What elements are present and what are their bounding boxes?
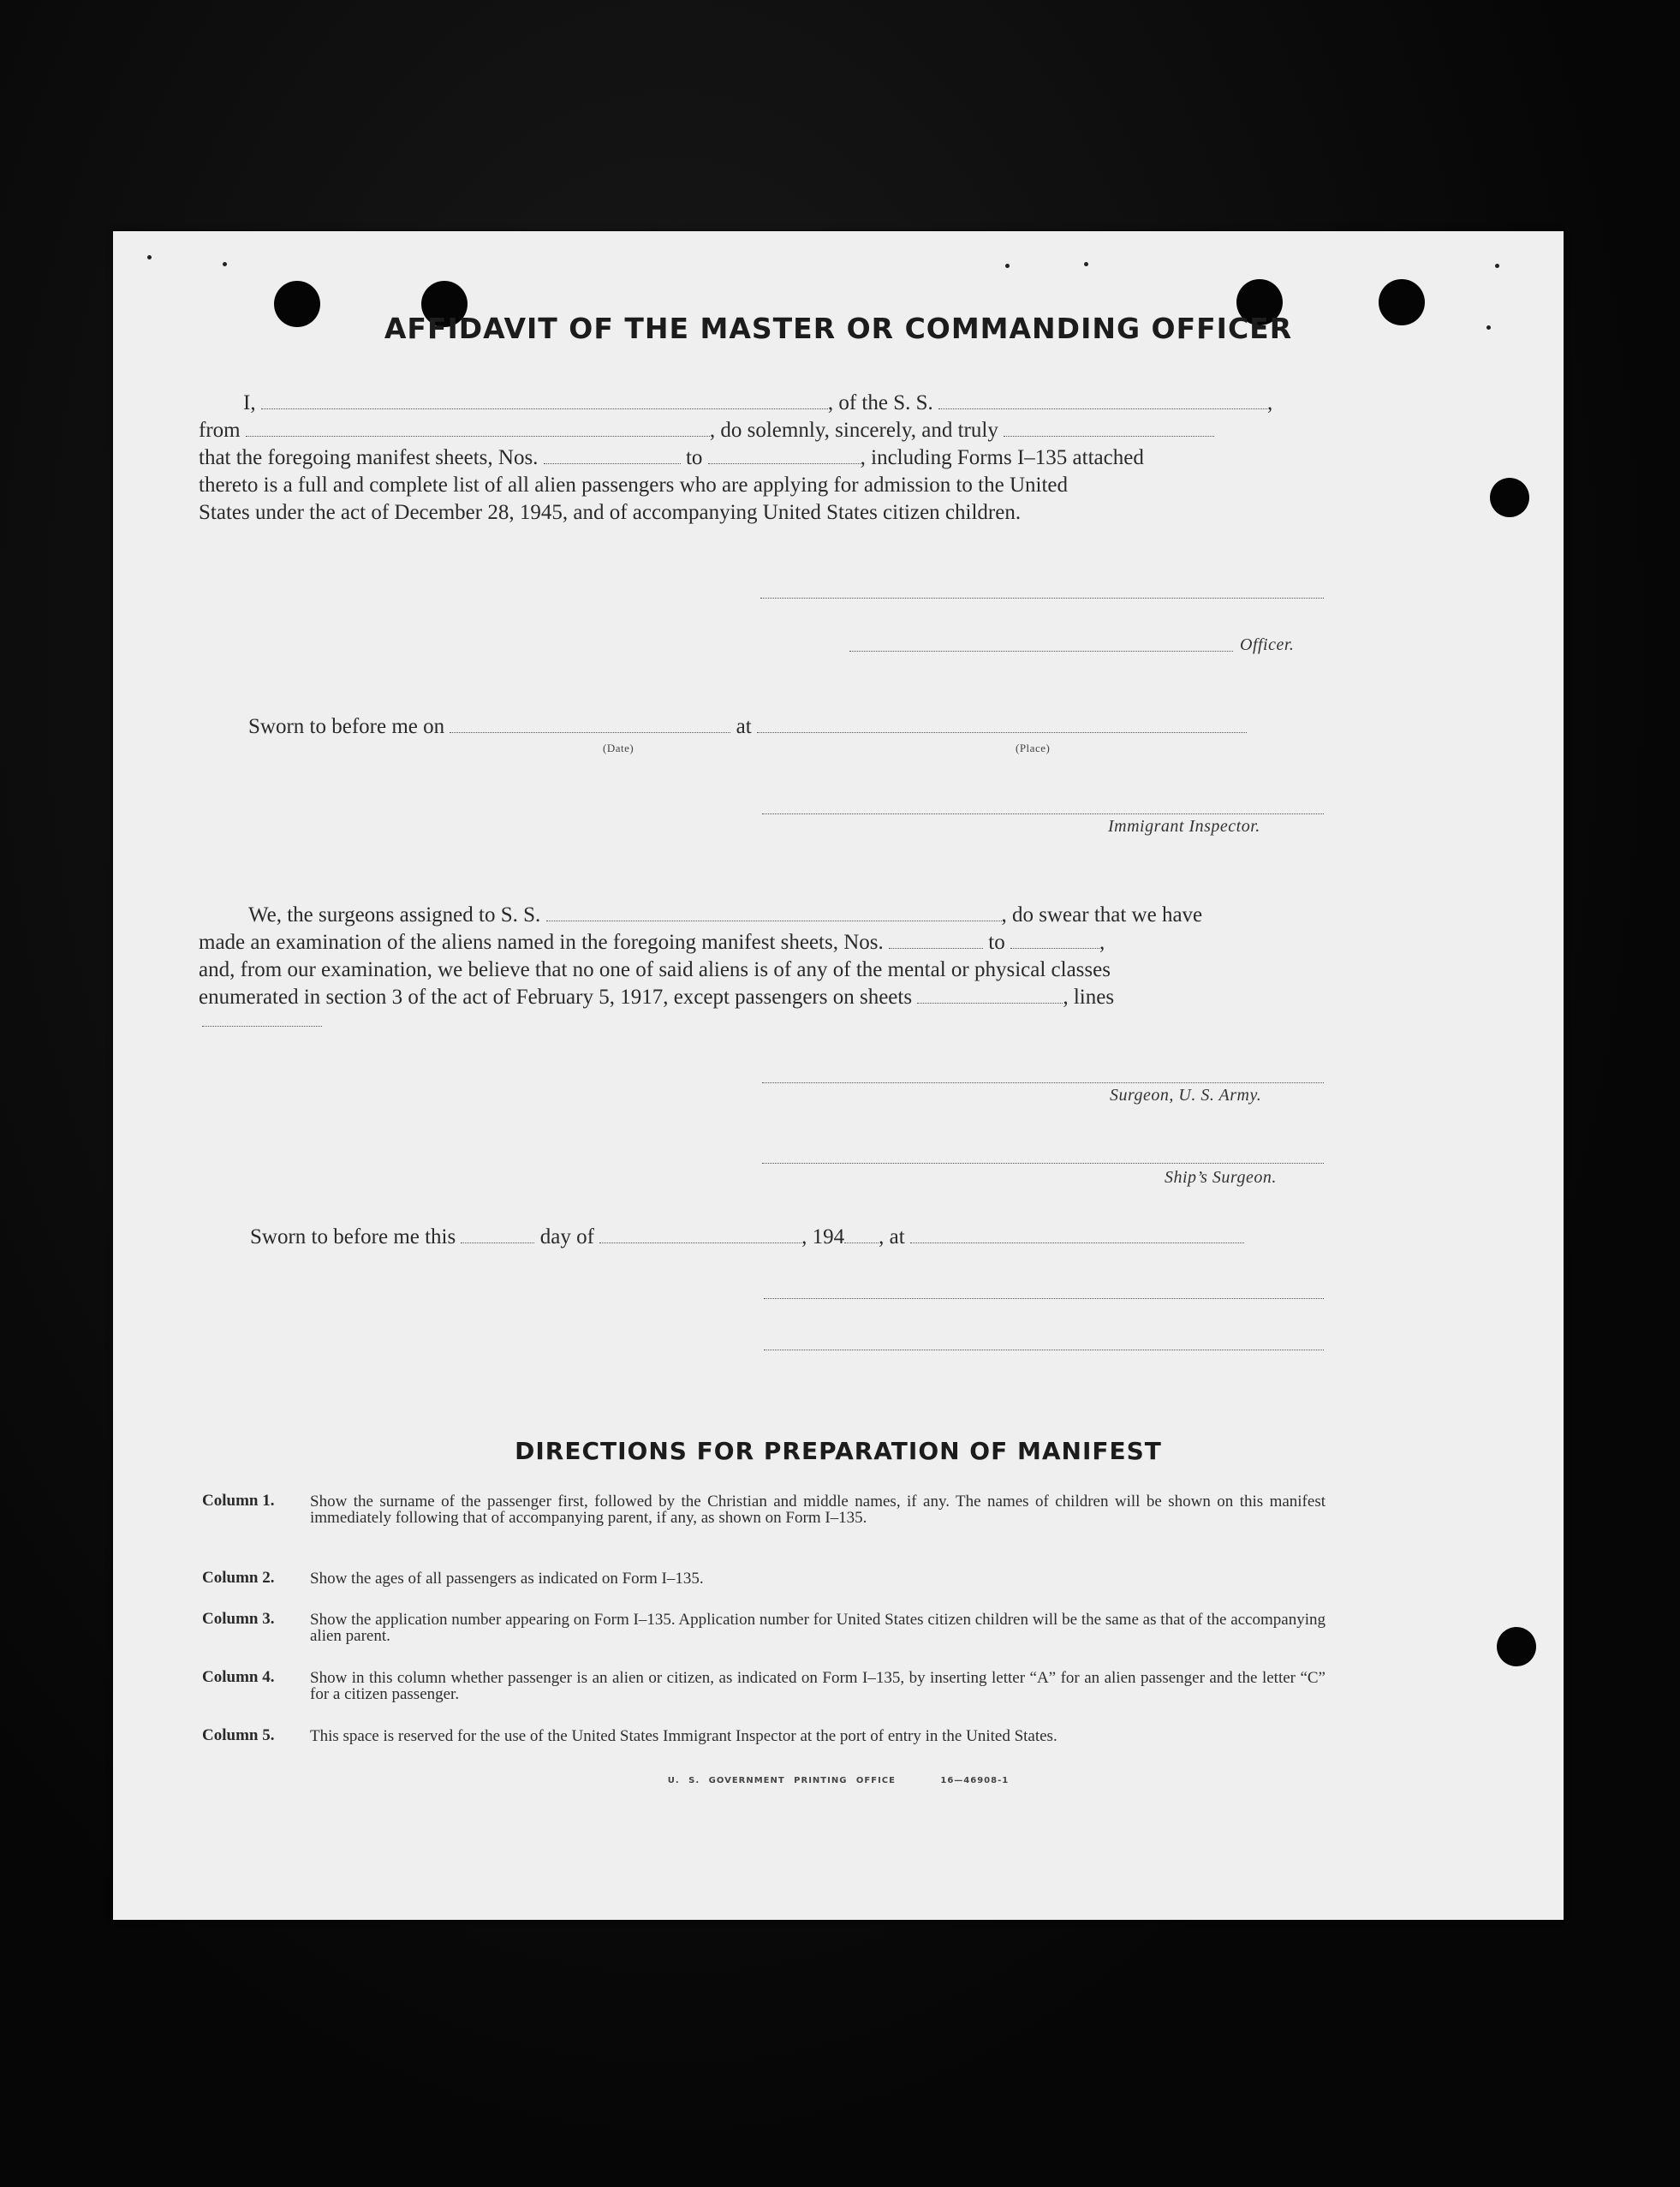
date-caption: (Date) xyxy=(603,742,634,754)
comma: , xyxy=(1267,391,1273,414)
ship-name-field[interactable] xyxy=(938,391,1267,409)
form-sheet xyxy=(113,231,1564,1920)
sworn-line-2 xyxy=(250,1225,1244,1250)
year-label: , 194 xyxy=(801,1225,845,1248)
column-4-text: Show in this column whether passenger is an alien or citizen, as indicated on Form I–135, by inserting letter “A” for an alien passenger and the letter “C” for a citizen passenger. xyxy=(310,1669,1326,1703)
surgeons-line-3: and, from our examination, we believe that no one of said aliens is of any of the mental or physical classes xyxy=(199,958,1111,981)
officer-caption: Officer. xyxy=(1240,635,1295,654)
affidavit-title: AFFIDAVIT OF THE MASTER OR COMMANDING OFFICER xyxy=(384,312,1293,345)
affidavit-line-1 xyxy=(243,390,1272,416)
date-field[interactable] xyxy=(450,715,730,733)
lines-label: , lines xyxy=(1063,986,1115,1009)
column-3-text: Show the application number appearing on Form I–135. Application number for United States citizen children will be the same as that of the accompanying alien parent. xyxy=(310,1611,1326,1645)
speck xyxy=(147,255,152,259)
column-2-label: Column 2. xyxy=(202,1569,275,1587)
column-1-text: Show the surname of the passenger first, followed by the Christian and middle names, if any. The names of children will be shown on this manifest immediately following that of accompanying parent, if any, as shown on Form I–135. xyxy=(310,1493,1326,1527)
column-3-label: Column 3. xyxy=(202,1610,275,1628)
day-of-label: day of xyxy=(539,1225,594,1248)
exam-sheet-to-field[interactable] xyxy=(1010,931,1099,949)
surgeons-line-1 xyxy=(248,903,1202,928)
ss-label: , of the S. S. xyxy=(827,391,933,414)
punch-hole xyxy=(1490,478,1529,517)
inspector-signature-line[interactable] xyxy=(762,813,1324,814)
printer-footer xyxy=(113,1776,1564,1785)
column-2-text: Show the ages of all passengers as indicated on Form I–135. xyxy=(310,1570,704,1588)
speck xyxy=(1005,264,1010,268)
directions-title: DIRECTIONS FOR PREPARATION OF MANIFEST xyxy=(515,1437,1162,1465)
enumerated-label: enumerated in section 3 of the act of February 5, 1917, except passengers on sheets xyxy=(199,986,913,1009)
column-5-label: Column 5. xyxy=(202,1726,275,1744)
printer-name: U. S. GOVERNMENT PRINTING OFFICE xyxy=(667,1776,896,1785)
exam-sheet-from-field[interactable] xyxy=(889,931,983,949)
column-5-text: This space is reserved for the use of the United States Immigrant Inspector at the port of entry in the United States. xyxy=(310,1727,1057,1745)
sworn-line-1 xyxy=(248,714,1247,740)
speck xyxy=(1495,264,1499,268)
forms-label: , including Forms I–135 attached xyxy=(860,446,1144,469)
form-code: 16—46908-1 xyxy=(940,1776,1010,1785)
column-4-label: Column 4. xyxy=(202,1668,275,1686)
solemnly-label: , do solemnly, sincerely, and truly xyxy=(709,419,998,442)
officer-signature-line[interactable] xyxy=(849,651,1233,652)
signature-line-2[interactable] xyxy=(764,1298,1324,1299)
surgeons-label: We, the surgeons assigned to S. S. xyxy=(248,903,541,927)
manifest-nos-label: that the foregoing manifest sheets, Nos. xyxy=(199,446,539,469)
day-field[interactable] xyxy=(461,1225,534,1243)
army-surgeon-caption: Surgeon, U. S. Army. xyxy=(1110,1086,1262,1105)
surgeon-ship-field[interactable] xyxy=(546,903,1002,921)
column-1-label: Column 1. xyxy=(202,1492,275,1510)
surgeons-line-2 xyxy=(199,930,1105,956)
year-field[interactable] xyxy=(844,1225,879,1243)
army-surgeon-signature-line[interactable] xyxy=(762,1082,1324,1083)
speck xyxy=(1084,262,1088,266)
swear-label: , do swear that we have xyxy=(1001,903,1203,927)
affidavit-i-label: I, xyxy=(243,391,256,414)
speck xyxy=(223,262,227,266)
affidavit-line-4: thereto is a full and complete list of all alien passengers who are applying for admission to the United xyxy=(199,474,1069,497)
sheet-from-field[interactable] xyxy=(544,446,681,464)
inspector-caption: Immigrant Inspector. xyxy=(1108,817,1260,836)
punch-hole xyxy=(1497,1627,1536,1666)
except-sheets-field[interactable] xyxy=(917,986,1063,1004)
sheet-to-field[interactable] xyxy=(708,446,861,464)
ship-surgeon-caption: Ship’s Surgeon. xyxy=(1165,1168,1277,1187)
at-label: at xyxy=(736,715,752,738)
exam-to-label: to xyxy=(988,931,1005,954)
lines-field[interactable] xyxy=(202,1026,322,1027)
at-label-2: , at xyxy=(879,1225,905,1248)
signature-line[interactable] xyxy=(760,598,1324,599)
affidavit-line-2 xyxy=(199,418,1214,444)
affidavit-line-5: States under the act of December 28, 1945, and of accompanying United States citizen children. xyxy=(199,501,1022,524)
sworn-this-label: Sworn to before me this xyxy=(250,1225,456,1248)
to-label: to xyxy=(685,446,703,469)
examination-label: made an examination of the aliens named in the foregoing manifest sheets, Nos. xyxy=(199,931,884,954)
month-field[interactable] xyxy=(599,1225,801,1243)
officer-name-field[interactable] xyxy=(261,391,828,409)
from-label: from xyxy=(199,419,241,442)
ship-surgeon-signature-line[interactable] xyxy=(762,1163,1324,1164)
comma: , xyxy=(1099,931,1105,954)
sworn-label: Sworn to before me on xyxy=(248,715,445,738)
place-caption: (Place) xyxy=(1016,742,1051,754)
from-port-field[interactable] xyxy=(246,419,710,437)
place-field[interactable] xyxy=(757,715,1247,733)
sworn-place-field[interactable] xyxy=(910,1225,1244,1243)
affidavit-line-3 xyxy=(199,445,1144,471)
affirm-field[interactable] xyxy=(1004,419,1214,437)
surgeons-line-4 xyxy=(199,985,1114,1010)
